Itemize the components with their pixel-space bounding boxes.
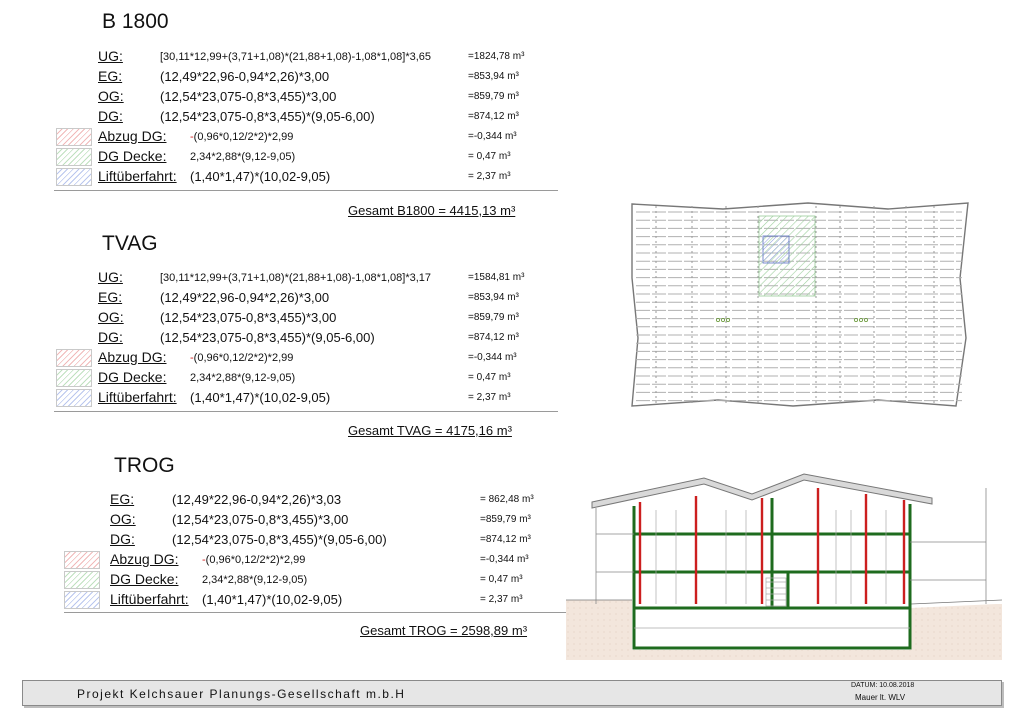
section-title-trog: TROG (114, 454, 175, 477)
row-formula: (12,54*23,075-0,8*3,455)*(9,05-6,00) (160, 330, 375, 345)
row-formula: (1,40*1,47)*(10,02-9,05) (190, 169, 331, 184)
row-result: =859,79 m³ (468, 312, 519, 323)
footer-date: DATUM: 10.08.2018 (851, 682, 915, 689)
row-formula: (12,54*23,075-0,8*3,455)*(9,05-6,00) (172, 532, 387, 547)
row-result-value: -0,344 m³ (473, 352, 517, 363)
row-label: DG: (110, 531, 135, 547)
company-name: Projekt Kelchsauer Planungs-Gesellschaft m.b.H (77, 687, 406, 701)
row-label: EG: (98, 68, 123, 84)
row-result: =874,12 m³ (468, 111, 519, 122)
calc-row-dg-decke (0, 570, 560, 590)
calc-row-dg (0, 328, 560, 348)
section-title-tvag: TVAG (102, 232, 158, 255)
section-rule (54, 411, 558, 412)
calc-row-liftueberfahrt (0, 590, 560, 610)
row-formula: [30,11*12,99+(3,71+1,08)*(21,88+1,08)-1,08*1,08]*3,65 (160, 51, 432, 63)
row-result (468, 348, 517, 368)
building-section-drawing (566, 468, 1002, 660)
row-formula-text: (0,96*0,12/2*2)*2,99 (193, 131, 294, 143)
hatch-swatch-blue (56, 168, 92, 186)
calc-row-ug (0, 47, 560, 67)
row-label: Abzug DG: (98, 128, 167, 144)
section-rule (64, 612, 570, 613)
calc-row-og (0, 510, 560, 530)
hatch-swatch-blue (56, 389, 92, 407)
calc-row-liftueberfahrt (0, 167, 560, 187)
row-formula-minus: - (190, 131, 194, 143)
row-formula: (12,54*23,075-0,8*3,455)*3,00 (172, 512, 349, 527)
row-result: = 0,47 m³ (480, 574, 523, 585)
row-formula: (12,54*23,075-0,8*3,455)*3,00 (160, 89, 337, 104)
row-formula-text: (0,96*0,12/2*2)*2,99 (205, 554, 306, 566)
calc-row-eg (0, 490, 560, 510)
section-title-b1800: B 1800 (102, 10, 169, 33)
row-result: =853,94 m³ (468, 71, 519, 82)
row-label: Liftüberfahrt: (110, 591, 189, 607)
row-formula: (12,49*22,96-0,94*2,26)*3,03 (172, 492, 342, 507)
row-label: DG: (98, 108, 123, 124)
row-label: UG: (98, 48, 123, 64)
section-rule (54, 190, 558, 191)
row-label: Abzug DG: (98, 349, 167, 365)
calc-row-dg-decke (0, 147, 560, 167)
row-formula: (12,49*22,96-0,94*2,26)*3,00 (160, 290, 330, 305)
title-block-footer (22, 680, 1002, 706)
row-result: = 2,37 m³ (480, 594, 523, 605)
row-formula-text: (0,96*0,12/2*2)*2,99 (193, 352, 294, 364)
row-label: Liftüberfahrt: (98, 168, 177, 184)
row-label: DG Decke: (98, 148, 167, 164)
row-formula: (1,40*1,47)*(10,02-9,05) (190, 390, 331, 405)
row-label: DG Decke: (98, 369, 167, 385)
calc-row-liftueberfahrt (0, 388, 560, 408)
calc-row-abzug-dg (0, 348, 560, 368)
row-formula: 2,34*2,88*(9,12-9,05) (202, 574, 308, 586)
row-label: OG: (110, 511, 136, 527)
row-result (468, 127, 517, 147)
row-result (480, 550, 529, 570)
row-formula: (12,54*23,075-0,8*3,455)*(9,05-6,00) (160, 109, 375, 124)
calc-row-dg (0, 530, 560, 550)
row-label: UG: (98, 269, 123, 285)
row-formula-minus: - (202, 554, 206, 566)
total-tvag: Gesamt TVAG = 4175,16 m³ (348, 423, 512, 438)
calc-row-abzug-dg (0, 127, 560, 147)
row-result: =1824,78 m³ (468, 51, 525, 62)
row-result: = 862,48 m³ (480, 494, 534, 505)
hatch-swatch-red (64, 551, 100, 569)
row-result-value: -0,344 m³ (485, 554, 529, 565)
row-result: = 2,37 m³ (468, 171, 511, 182)
calc-row-dg (0, 107, 560, 127)
row-result: =1584,81 m³ (468, 272, 525, 283)
row-formula: (12,49*22,96-0,94*2,26)*3,00 (160, 69, 330, 84)
row-formula: (12,54*23,075-0,8*3,455)*3,00 (160, 310, 337, 325)
row-result: =853,94 m³ (468, 292, 519, 303)
calc-row-abzug-dg (0, 550, 560, 570)
row-formula: 2,34*2,88*(9,12-9,05) (190, 372, 296, 384)
hatch-swatch-red (56, 128, 92, 146)
row-label: DG Decke: (110, 571, 179, 587)
calc-row-eg (0, 288, 560, 308)
row-result-eq: = (468, 352, 474, 363)
hatch-swatch-red (56, 349, 92, 367)
total-b1800: Gesamt B1800 = 4415,13 m³ (348, 203, 516, 218)
row-label: EG: (110, 491, 135, 507)
calc-row-og (0, 308, 560, 328)
footer-author: Mauer lt. WLV (855, 693, 906, 702)
total-trog: Gesamt TROG = 2598,89 m³ (360, 623, 528, 638)
calc-row-ug (0, 268, 560, 288)
row-label: OG: (98, 88, 124, 104)
row-formula (190, 127, 293, 147)
row-result: =859,79 m³ (468, 91, 519, 102)
row-result: =874,12 m³ (480, 534, 531, 545)
lift-area (763, 236, 789, 263)
row-label: Liftüberfahrt: (98, 389, 177, 405)
row-result-eq: = (468, 131, 474, 142)
calc-row-og (0, 87, 560, 107)
row-result: =874,12 m³ (468, 332, 519, 343)
roof-plan-drawing (628, 198, 1024, 410)
row-result-value: -0,344 m³ (473, 131, 517, 142)
hatch-swatch-green (64, 571, 100, 589)
row-formula: 2,34*2,88*(9,12-9,05) (190, 151, 296, 163)
row-result: = 2,37 m³ (468, 392, 511, 403)
hatch-swatch-blue (64, 591, 100, 609)
row-formula (202, 550, 305, 570)
row-result: = 0,47 m³ (468, 151, 511, 162)
calc-row-eg (0, 67, 560, 87)
row-formula: [30,11*12,99+(3,71+1,08)*(21,88+1,08)-1,08*1,08]*3,17 (160, 272, 432, 284)
row-label: OG: (98, 309, 124, 325)
row-label: Abzug DG: (110, 551, 179, 567)
hatch-swatch-green (56, 369, 92, 387)
calc-row-dg-decke (0, 368, 560, 388)
row-formula: (1,40*1,47)*(10,02-9,05) (202, 592, 343, 607)
hatch-swatch-green (56, 148, 92, 166)
row-formula-minus: - (190, 352, 194, 364)
row-formula (190, 348, 293, 368)
row-label: EG: (98, 289, 123, 305)
row-result-eq: = (480, 554, 486, 565)
row-result: = 0,47 m³ (468, 372, 511, 383)
row-result: =859,79 m³ (480, 514, 531, 525)
row-label: DG: (98, 329, 123, 345)
